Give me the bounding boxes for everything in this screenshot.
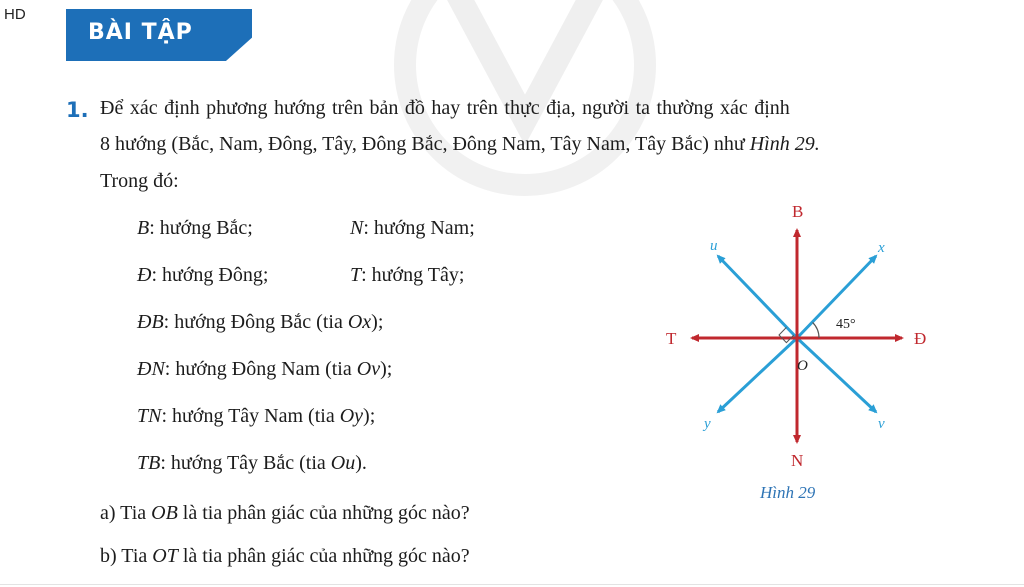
punctuation: ); bbox=[371, 311, 384, 333]
punctuation: ). bbox=[355, 452, 367, 474]
label-v: v bbox=[878, 416, 885, 432]
angle-arc-45 bbox=[813, 322, 819, 338]
direction-northwest bbox=[137, 452, 367, 475]
label-west: T bbox=[666, 329, 677, 348]
label-origin: O bbox=[797, 358, 808, 374]
direction-south bbox=[350, 217, 475, 240]
question-text: a) Tia bbox=[100, 502, 152, 524]
symbol: ĐB bbox=[137, 311, 164, 333]
question-text: là tia phân giác của những góc nào? bbox=[177, 502, 470, 524]
symbol: Đ bbox=[137, 264, 152, 286]
question-a bbox=[100, 502, 470, 525]
direction-southwest bbox=[137, 405, 375, 428]
ray: OB bbox=[151, 502, 178, 524]
label-u: u bbox=[710, 238, 718, 254]
symbol: B bbox=[137, 217, 150, 239]
punctuation: ); bbox=[363, 405, 376, 427]
description: : hướng Đông; bbox=[151, 264, 269, 286]
symbol: N bbox=[350, 217, 364, 239]
direction-southeast bbox=[137, 358, 392, 381]
ray-ou bbox=[718, 256, 797, 338]
footer-divider bbox=[0, 584, 1024, 585]
exercise-line-2-text: 8 hướng (Bắc, Nam, Đông, Tây, Đông Bắc, Đông Nam, Tây Nam, Tây Bắc) như bbox=[100, 133, 750, 155]
description: : hướng Đông Bắc (tia bbox=[163, 311, 348, 333]
label-north: B bbox=[792, 202, 804, 221]
ray: OT bbox=[152, 545, 178, 567]
question-b bbox=[100, 545, 470, 568]
question-text: b) Tia bbox=[100, 545, 153, 567]
description: : hướng Tây Nam (tia bbox=[161, 405, 340, 427]
exercise-line-3: Trong đó: bbox=[100, 170, 179, 192]
description: : hướng Nam; bbox=[363, 217, 475, 239]
corner-label: HD bbox=[4, 6, 26, 23]
direction-north bbox=[137, 217, 253, 240]
label-y: y bbox=[704, 416, 711, 432]
symbol: TN bbox=[137, 405, 162, 427]
description: : hướng Tây; bbox=[361, 264, 465, 286]
exercise-number: 1. bbox=[66, 98, 89, 122]
direction-west bbox=[350, 264, 464, 287]
ray: Oy bbox=[339, 405, 364, 427]
symbol: ĐN bbox=[137, 358, 165, 380]
label-east: Đ bbox=[914, 329, 927, 348]
ray: Ox bbox=[347, 311, 372, 333]
symbol: T bbox=[350, 264, 362, 286]
description: : hướng Bắc; bbox=[149, 217, 253, 239]
ray-ov bbox=[797, 338, 876, 412]
exercise-line-1: Để xác định phương hướng trên bản đồ hay trên thực địa, người ta thường xác định bbox=[100, 97, 790, 119]
exercise-line-2 bbox=[100, 133, 820, 156]
label-x: x bbox=[878, 240, 885, 256]
right-angle-mark bbox=[779, 327, 794, 342]
direction-east bbox=[137, 264, 268, 287]
section-title: BÀI TẬP bbox=[88, 20, 193, 45]
question-text: là tia phân giác của những góc nào? bbox=[177, 545, 470, 567]
compass-diagram bbox=[640, 190, 960, 480]
figure-caption: Hình 29 bbox=[760, 483, 816, 502]
ray-oy bbox=[718, 338, 797, 412]
symbol: TB bbox=[137, 452, 161, 474]
ray: Ou bbox=[330, 452, 356, 474]
label-angle: 45° bbox=[836, 317, 856, 332]
description: : hướng Tây Bắc (tia bbox=[160, 452, 331, 474]
description: : hướng Đông Nam (tia bbox=[164, 358, 357, 380]
figure-reference: Hình 29. bbox=[749, 133, 820, 155]
punctuation: ); bbox=[380, 358, 393, 380]
ray: Ov bbox=[356, 358, 381, 380]
label-south: N bbox=[791, 451, 804, 470]
direction-northeast bbox=[137, 311, 383, 334]
